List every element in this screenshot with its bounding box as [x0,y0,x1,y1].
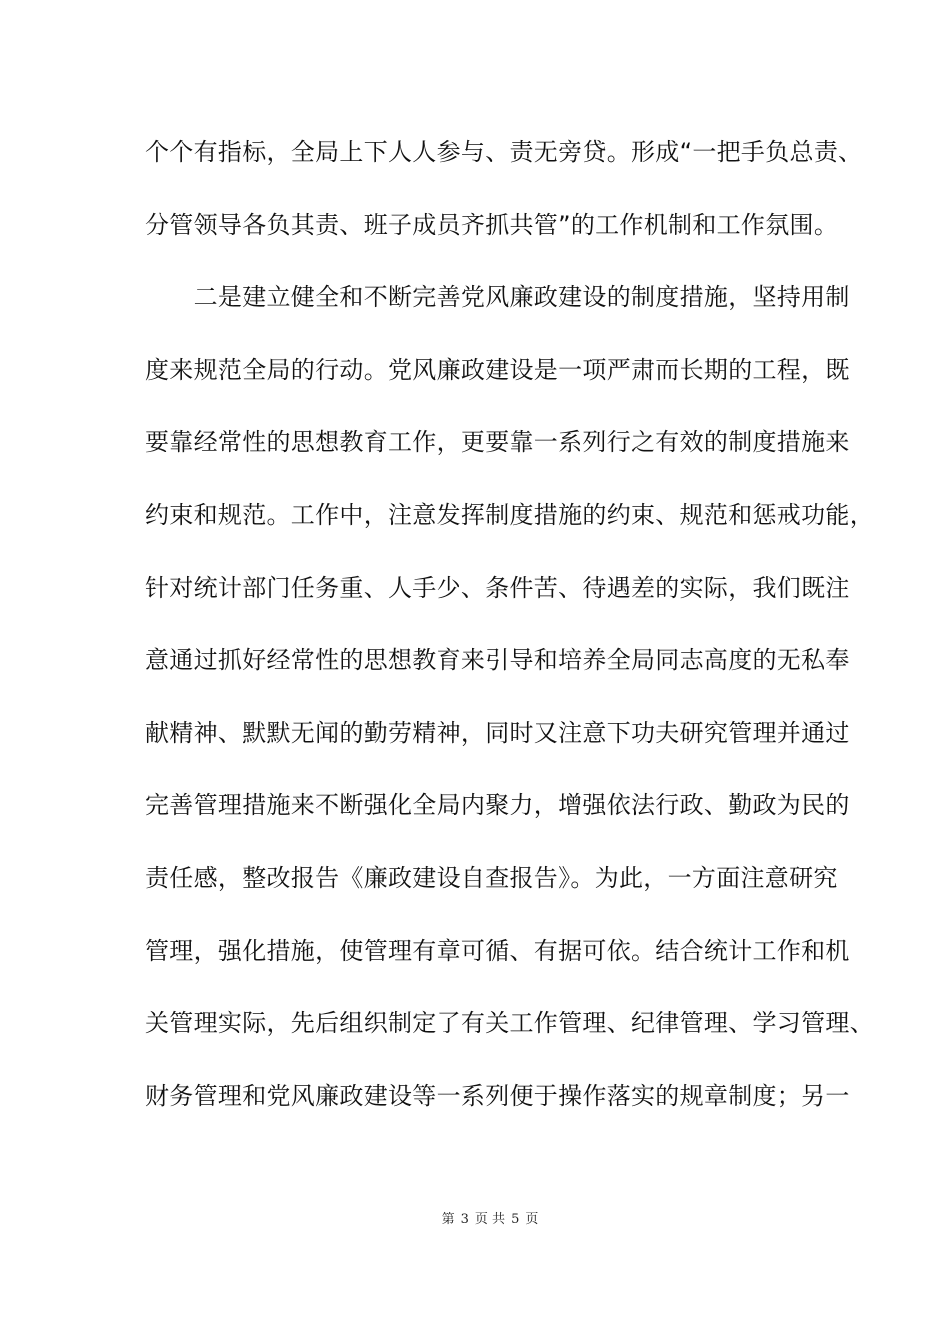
page-footer [0,1208,950,1227]
footer-total-pages: 5 [511,1212,520,1227]
footer-prefix: 第 [441,1212,455,1227]
text-line-3: 二是建立健全和不断完善党风廉政建设的制度措施，坚持用制 [145,283,850,312]
text-line-4: 度来规范全局的行动。党风廉政建设是一项严肃而长期的工程，既 [145,355,850,384]
text-line-8: 意通过抓好经常性的思想教育来引导和培养全局同志高度的无私奉 [145,646,850,675]
footer-middle: 页 共 [474,1212,506,1227]
text-line-12: 管理，强化措施，使管理有章可循、有据可依。结合统计工作和机 [145,936,850,965]
body-text [145,134,874,1150]
text-line-13: 关管理实际，先后组织制定了有关工作管理、纪律管理、学习管理、 [145,1009,874,1038]
text-line-10: 完善管理措施来不断强化全局内聚力，增强依法行政、勤政为民的 [145,791,850,820]
text-line-6: 约束和规范。工作中，注意发挥制度措施的约束、规范和惩戒功能， [145,500,874,529]
text-line-2: 分管领导各负其责、班子成员齐抓共管”的工作机制和工作氛围。 [145,210,839,239]
text-line-5: 要靠经常性的思想教育工作，更要靠一系列行之有效的制度措施来 [145,428,850,457]
text-line-11: 责任感，整改报告《廉政建设自查报告》。为此，一方面注意研究 [145,863,838,892]
text-line-14: 财务管理和党风廉政建设等一系列便于操作落实的规章制度；另一 [145,1081,850,1110]
footer-suffix: 页 [525,1212,539,1227]
text-line-9: 献精神、默默无闻的勤劳精神，同时又注意下功夫研究管理并通过 [145,718,850,747]
text-line-7: 针对统计部门任务重、人手少、条件苦、待遇差的实际，我们既注 [145,573,850,602]
footer-current-page: 3 [460,1212,469,1227]
text-line-1: 个个有指标，全局上下人人参与、责无旁贷。形成“一把手负总责、 [145,138,863,166]
